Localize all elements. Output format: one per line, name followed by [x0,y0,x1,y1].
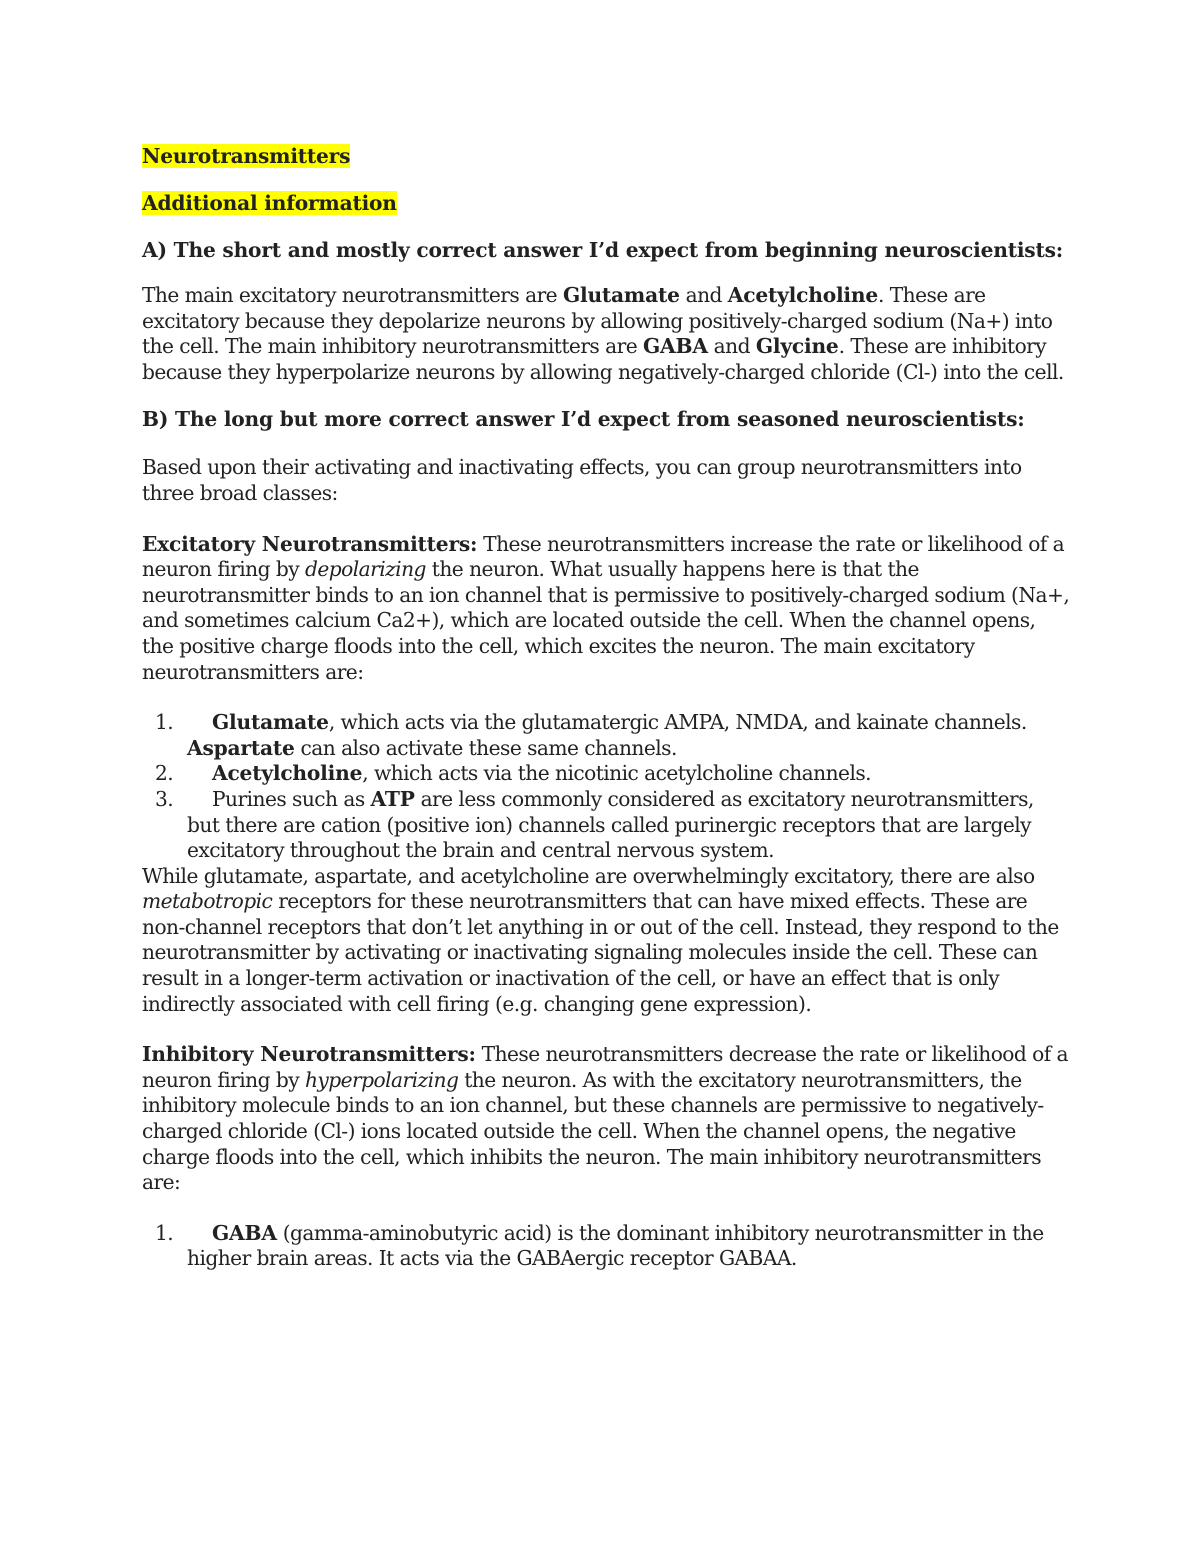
document-subtitle [142,190,1072,216]
text-run: These neurotransmitters decrease the rate or likelihood of a neuron firing by [142,1042,1069,1092]
bold-term: Glycine [755,334,839,359]
bold-term: ATP [370,786,415,811]
section-b-intro: Based upon their activating and inactivating effects, you can group neurotransmitters into three broad classes: [142,455,1022,505]
text-run: and [679,283,728,307]
bold-term: Acetylcholine [727,283,879,307]
text-run: Purines such as [212,786,371,811]
list-number: 2. [155,761,174,786]
list-item-text [187,761,871,785]
italic-term: metabotropic [142,889,273,914]
list-item [142,1221,1072,1272]
section-b-heading: B) The long but more correct answer I’d expect from seasoned neuroscientists: [142,407,1025,432]
text-run: While glutamate, aspartate, and acetylcholine are overwhelmingly excitatory, there are also [142,863,1035,888]
list-item [142,787,1072,864]
subtitle-highlight: Additional information [142,191,397,215]
text-run: , which acts via the nicotinic acetylcholine channels. [362,761,872,786]
excitatory-label: Excitatory Neurotransmitters: [142,531,478,556]
title-highlight: Neurotransmitters [142,144,351,168]
text-run: The main excitatory neurotransmitters are [142,283,563,307]
metabotropic-paragraph [142,864,1072,1018]
text-run: can also activate these same channels. [294,735,677,760]
section-a-heading: A) The short and mostly correct answer I’d expect from beginning neuroscientists: [142,238,1063,262]
inhibitory-label: Inhibitory Neurotransmitters: [142,1042,476,1067]
bold-term: GABA [212,1220,277,1245]
excitatory-list [142,710,1072,864]
text-run: are less commonly considered as excitatory neurotransmitters, but there are cation (positive ion) channels called purinergic receptors that are largely excitatory throughout the brain and central nervous system. [187,786,1034,863]
section-a-paragraph [142,283,1072,385]
italic-term: depolarizing [304,557,426,582]
text-run: and [707,334,756,359]
text-run: the neuron. What usually happens here is that the neurotransmitter binds to an ion channel that is permissive to positively-charged sodium (Na+, and sometimes calcium Ca2+), which are located outside the cell. When the channel opens, the positive charge floods into the cell, which excites the neuron. The main excitatory neurotransmitters are: [142,557,1070,684]
list-item-text [187,710,1027,760]
document-title [142,143,1072,169]
list-number: 1. [155,1220,174,1245]
text-run: . These are inhibitory because they hyperpolarize neurons by allowing negatively-charged chloride (Cl-) into the cell. [142,334,1064,384]
bold-term: Aspartate [187,735,295,760]
bold-term: GABA [642,334,708,359]
list-item [142,761,1072,787]
bold-term: Glutamate [212,710,329,735]
list-number: 3. [155,786,174,811]
list-item [142,710,1072,761]
text-run: , which acts via the glutamatergic AMPA, NMDA, and kainate channels. [328,710,1027,735]
list-number: 1. [155,710,174,735]
text-run: receptors for these neurotransmitters that can have mixed effects. These are non-channel receptors that don’t let anything in or out of the cell. Instead, they respond to the neurotransmitter by activating or inactivating signaling molecules inside the cell. These can result in a longer-term activation or inactivation of the cell, or have an effect that is only indirectly associated with cell firing (e.g. changing gene expression). [142,889,1059,1016]
text-run: (gamma-aminobutyric acid) is the dominant inhibitory neurotransmitter in the higher brain areas. It acts via the GABAergic receptor GABAA. [187,1220,1044,1271]
inhibitory-list [142,1221,1072,1272]
excitatory-paragraph [142,532,1072,686]
text-run: . These are excitatory because they depolarize neurons by allowing positively-charged sodium (Na+) into the cell. The main inhibitory neurotransmitters are [142,283,1053,359]
list-item-text [187,787,1034,862]
italic-term: hyperpolarizing [304,1067,459,1092]
document-body [142,140,1072,1272]
text-run: These neurotransmitters increase the rate or likelihood of a neuron firing by [142,531,1065,582]
list-item-text [187,1221,1044,1271]
bold-term: Glutamate [562,283,680,307]
bold-term: Acetylcholine [212,761,363,786]
text-run: the neuron. As with the excitatory neurotransmitters, the inhibitory molecule binds to an ion channel, but these channels are permissive to negatively-charged chloride (Cl-) ions located outside the cell. When the channel opens, the negative charge floods into the cell, which inhibits the neuron. The main inhibitory neurotransmitters are: [142,1067,1044,1195]
inhibitory-paragraph [142,1042,1072,1196]
